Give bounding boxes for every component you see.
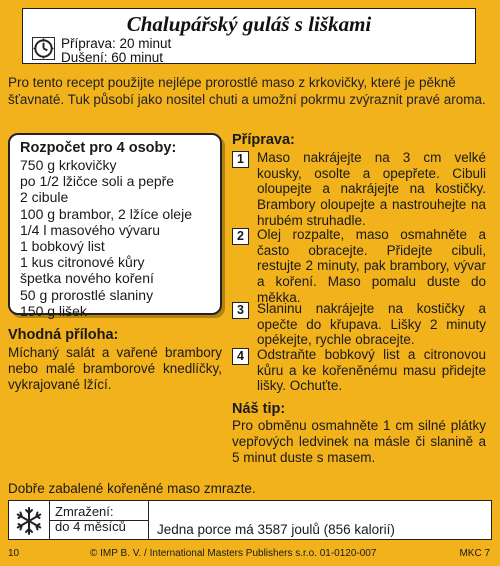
ingredients-title: Rozpočet pro 4 osoby: xyxy=(20,140,177,156)
copyright: © IMP B. V. / International Masters Publishers s.r.o. 01-0120-007 xyxy=(90,548,377,559)
freeze-duration: do 4 měsíců xyxy=(55,519,126,534)
ingredient-item: 1 kus citronové kůry xyxy=(20,254,145,271)
ingredient-item: 2 cibule xyxy=(20,189,69,206)
prep-step-3 xyxy=(232,301,486,348)
freeze-label-title: Zmražení: xyxy=(55,504,114,519)
step-number: 2 xyxy=(232,228,249,245)
tip-title: Náš tip: xyxy=(232,401,286,417)
ingredient-item: špetka nového koření xyxy=(20,270,154,287)
ingredient-item: 100 g brambor, 2 lžíce oleje xyxy=(20,205,192,222)
freeze-note: Dobře zabalené kořeněné maso zmrazte. xyxy=(8,481,256,496)
step-text: Slaninu nakrájejte na kostičky a opečte do křupava. Lišky 2 minuty opékejte, rychle obracejte. xyxy=(257,301,486,348)
page-number: 10 xyxy=(8,548,20,559)
step-text: Maso nakrájejte na 3 cm velké kousky, osolte a opepřete. Cibuli oloupejte a nakrájejte na kostičky. Brambory oloupejte a nastrouhejte na hrubém struhadle. xyxy=(257,150,486,228)
step-text: Odstraňte bobkový list a citronovou kůru a ke kořeněnému masu přidejte lišky. Ochuťte. xyxy=(257,347,486,394)
intro-text: Pro tento recept použijte nejlépe prorostlé maso z krkovičky, které je pěkně šťavnaté. Tuk působí jako nositel chuti a umožní pokrmu zvýraznit pravé aroma. xyxy=(8,75,486,107)
side-dish-title: Vhodná příloha: xyxy=(8,327,119,343)
prep-step-1 xyxy=(232,150,486,229)
side-dish-text: Míchaný salát a vařené brambory nebo malé bramborové knedlíčky, vykrajované lžící. xyxy=(8,345,222,392)
card-code: MKC 7 xyxy=(459,548,490,559)
prep-time: Příprava: 20 minut xyxy=(61,36,172,51)
divider xyxy=(148,501,149,539)
ingredient-item: po 1/2 lžičce soli a pepře xyxy=(20,173,175,190)
ingredient-item: 50 g prorostlé slaniny xyxy=(20,286,154,303)
ingredients-box xyxy=(8,133,222,319)
ingredient-item: 1 bobkový list xyxy=(20,238,105,255)
step-number: 4 xyxy=(232,348,249,365)
recipe-title: Chalupářský guláš s liškami xyxy=(126,12,372,36)
portion-energy: Jedna porce má 3587 joulů (856 kalorií) xyxy=(157,522,395,537)
preparation-title: Příprava: xyxy=(232,132,295,148)
ingredient-item: 1/4 l masového vývaru xyxy=(20,221,161,238)
step-number: 3 xyxy=(232,302,249,319)
freeze-info-box xyxy=(8,500,492,540)
ingredient-item: 750 g krkovičky xyxy=(20,157,117,173)
divider xyxy=(49,520,148,521)
freeze-label xyxy=(55,504,126,534)
prep-step-2 xyxy=(232,227,486,306)
clock-icon xyxy=(32,37,55,60)
ingredient-item: 150 g lišek xyxy=(20,302,87,319)
recipe-header xyxy=(22,8,476,64)
step-number: 1 xyxy=(232,151,249,168)
prep-step-4 xyxy=(232,347,486,394)
stew-time: Dušení: 60 minut xyxy=(61,50,164,65)
snowflake-icon xyxy=(13,505,45,537)
time-info xyxy=(61,37,171,65)
tip-text: Pro obměnu osmahněte 1 cm silné plátky vepřových ledvinek na másle či slanině a 5 minut duste s masem. xyxy=(232,418,486,465)
step-text: Olej rozpalte, maso osmahněte a často obracejte. Přidejte cibuli, restujte 2 minuty, pak brambory, vývar a koření. Maso pomalu duste do měkka. xyxy=(257,227,486,305)
